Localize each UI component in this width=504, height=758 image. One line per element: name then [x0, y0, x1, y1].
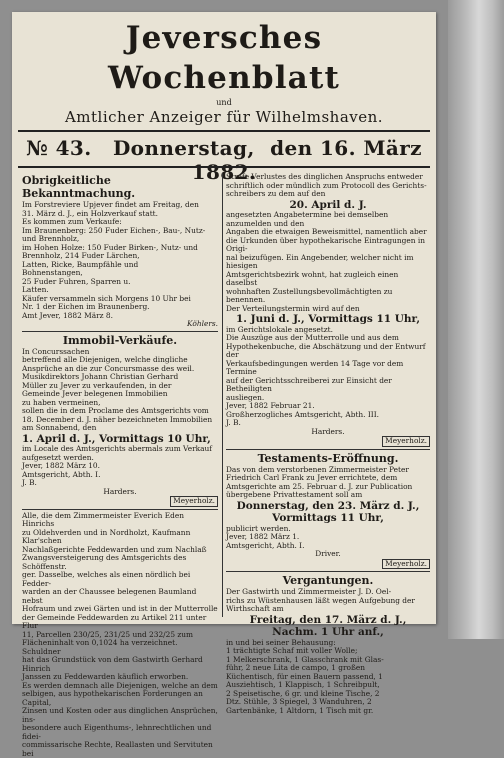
notice-immobil-date: 1. April d. J., Vormittags 10 Uhr, — [22, 433, 218, 446]
notice-proclaim — [22, 512, 218, 758]
text-line: Dtz. Stühle, 3 Spiegel, 3 Wanduhren, 2 — [226, 698, 430, 707]
text-line: Janssen zu Feddewarden käuflich erworben. — [22, 673, 218, 682]
text-line: schreibers zu dem auf den — [226, 190, 430, 199]
masthead-und: und — [12, 98, 436, 107]
text-line: Die Auszüge aus der Mutterrolle und aus dem — [226, 334, 430, 343]
text-line: ger. Dasselbe, welches als einen nördlich bei Fedder- — [22, 571, 218, 588]
notice-immobil — [22, 334, 218, 507]
text-line: Brennholz, 214 Fuder Lärchen, — [22, 252, 218, 261]
text-line: auf der Gerichtsschreiberei zur Einsicht der Betheiligten — [226, 377, 430, 394]
issue-weekday: Donnerstag, — [113, 136, 255, 160]
text-line: warden an der Chaussee belegenen Baumland nebst — [22, 588, 218, 605]
text-line: Latten. — [22, 286, 218, 295]
continuation-date: 20. April d. J. — [226, 199, 430, 212]
text-line: sollen die in dem Proclame des Amtsgerichts vom — [22, 407, 218, 416]
notice-immobil-body — [22, 348, 218, 433]
text-line: richs zu Wüstenhausen läßt wegen Aufgebung der — [226, 597, 430, 606]
text-line: betreffend alle Diejenigen, welche dingliche — [22, 356, 218, 365]
testament-time: Vormittags 11 Uhr, — [226, 512, 430, 525]
notice-sales — [226, 574, 430, 715]
text-line: Großherzogliches Amtsgericht, Abth. III. — [226, 411, 430, 420]
text-line: im Locale des Amtsgerichts abermals zum Verkauf — [22, 445, 218, 454]
text-line: Amtsgericht, Abth. I. — [226, 542, 430, 551]
continuation-signature: Harders. — [226, 428, 430, 437]
text-line: führ, 2 neue Lita de campo, 1 großen — [226, 664, 430, 673]
text-line: selbigen, aus hypothekarischen Forderungen an Capital, — [22, 690, 218, 707]
text-line: Hofraum und zwei Gärten und ist in der Mutterrolle — [22, 605, 218, 614]
text-line: zu Oldehverden und in Nordholzt, Kaufmann Klar'schen — [22, 529, 218, 546]
notice-continuation — [226, 173, 430, 447]
divider — [22, 331, 218, 332]
notice-official-body — [22, 201, 218, 320]
text-line: Amt Jever, 1882 März 8. — [22, 312, 218, 321]
divider — [22, 509, 218, 510]
testament-tag: Meyerholz. — [226, 559, 430, 570]
notice-testament — [226, 452, 430, 570]
text-line: J. B. — [226, 419, 430, 428]
masthead — [12, 18, 436, 127]
text-line: in und bei seiner Behausung: — [226, 639, 430, 648]
sales-body-after — [226, 639, 430, 716]
text-line: Der Gastwirth und Zimmermeister J. D. Oel- — [226, 588, 430, 597]
text-line: 1 trächtigte Schaf mit voller Wolle; — [226, 647, 430, 656]
text-line: hat das Grundstück von dem Gastwirth Gerhard Hinrich — [22, 656, 218, 673]
notice-official-title: Obrigkeitliche Bekanntmachung. — [22, 174, 218, 200]
text-line: Zinsen und Kosten oder aus dinglichen Ansprüchen, ins- — [22, 707, 218, 724]
text-line: Zwangsversteigerung des Amtsgerichts des Schöffenstr. — [22, 554, 218, 571]
text-line: Im Forstreviere Upjever findet am Freitag, den — [22, 201, 218, 210]
text-line: 1 Melkerschrank, 1 Glasschrank mit Glas- — [226, 656, 430, 665]
notice-official — [22, 174, 218, 329]
text-line: Es werden demnach alle Diejenigen, welche an dem — [22, 682, 218, 691]
text-line: Musikdirektors Johann Christian Gerhard — [22, 373, 218, 382]
text-line: publicirt werden. — [226, 525, 430, 534]
sales-body — [226, 588, 430, 614]
text-line: nal beizufügen. Ein Angebender, welcher nicht im hiesigen — [226, 254, 430, 271]
text-line: Jever, 1882 März 10. — [22, 462, 218, 471]
notice-immobil-tag: Meyerholz. — [22, 496, 218, 507]
text-line: Jever, 1882 Februar 21. — [226, 402, 430, 411]
text-line: Strafe Verlustes des dinglichen Anspruchs entweder — [226, 173, 430, 182]
right-column — [226, 173, 430, 613]
text-line: Es kommen zum Verkaufe: — [22, 218, 218, 227]
text-line: 25 Fuder Fuhren, Sparren u. — [22, 278, 218, 287]
column-separator — [222, 173, 223, 617]
testament-signature: Driver. — [226, 550, 430, 559]
testament-date: Donnerstag, den 23. März d. J., — [226, 500, 430, 513]
text-line: Friedrich Carl Frank zu Jever errichtete, dem — [226, 474, 430, 483]
text-line: 31. März d. J., ein Holzverkauf statt. — [22, 210, 218, 219]
text-line: Küchentisch, für einen Bauern passend, 1 — [226, 673, 430, 682]
testament-title: Testaments-Eröffnung. — [226, 452, 430, 465]
divider — [226, 449, 430, 450]
bottom-rule — [18, 166, 430, 168]
text-line: Jever, 1882 März 1. — [226, 533, 430, 542]
text-line: Amtsgerichtsbezirk wohnt, hat zugleich einen daselbst — [226, 271, 430, 288]
text-line: 11, Parcellen 230/25, 231/25 und 232/25 zum — [22, 631, 218, 640]
continuation-intro — [226, 173, 430, 199]
text-line: übergebene Privattestament soll am — [226, 491, 430, 500]
sales-date: Freitag, den 17. März d. J., — [226, 614, 430, 627]
text-line: Der Verteilungstermin wird auf den — [226, 305, 430, 314]
text-line: besondere auch Eigenthums-, lehnrechtlichen und fidei- — [22, 724, 218, 741]
text-line: der Gemeinde Feddewarden zu Artikel 211 unter Flur — [22, 614, 218, 631]
text-line: Im Braunenberg: 250 Fuder Eichen-, Bau-, Nutz- — [22, 227, 218, 236]
text-line: Das von dem verstorbenen Zimmermeister Peter — [226, 466, 430, 475]
continuation-body — [226, 211, 430, 313]
text-line: Nachlaßgerichte Feddewarden und zum Nachlaß — [22, 546, 218, 555]
text-line: schriftlich oder mündlich zum Protocoll des Gerichts- — [226, 182, 430, 191]
testament-body — [226, 466, 430, 500]
text-line: Wirthschaft am — [226, 605, 430, 614]
issue-date: den 16. März 1882. — [192, 136, 422, 184]
text-line: Bohnenstangen, — [22, 269, 218, 278]
sales-title: Vergantungen. — [226, 574, 430, 587]
text-line: Amtsgericht, Abth. I. — [22, 471, 218, 480]
text-line: am Sonnabend, den — [22, 424, 218, 433]
text-line: Gemeinde Jever belegenen Immobilien — [22, 390, 218, 399]
notice-immobil-body-after — [22, 445, 218, 488]
newspaper-page — [12, 12, 436, 624]
testament-body-after — [226, 525, 430, 551]
text-line: Angaben die etwaigen Beweismittel, namentlich aber — [226, 228, 430, 237]
text-line: Hypothekenbuche, die Abschätzung und der Entwurf der — [226, 343, 430, 360]
sales-time: Nachm. 1 Uhr anf., — [226, 626, 430, 639]
masthead-subtitle: Amtlicher Anzeiger für Wilhelmshaven. — [12, 107, 436, 127]
top-rule — [18, 130, 430, 132]
text-line: Verkaufsbedingungen werden 14 Tage vor dem Termine — [226, 360, 430, 377]
text-line: ausliegen. — [226, 394, 430, 403]
text-line: commissarische Rechte, Reallasten und Servituten bei — [22, 741, 218, 758]
notice-immobil-signature: Harders. — [22, 488, 218, 497]
continuation-tag: Meyerholz. — [226, 436, 430, 447]
text-line: im Hohen Holze: 150 Fuder Birken-, Nutz- und — [22, 244, 218, 253]
text-line: Gartenbänke, 1 Altdorn, 1 Tisch mit gr. — [226, 707, 430, 716]
masthead-title: Jeversches Wochenblatt — [12, 18, 436, 98]
book-binding — [448, 0, 504, 639]
text-line: J. B. — [22, 479, 218, 488]
text-line: im Gerichtslokale angesetzt. — [226, 326, 430, 335]
left-column — [22, 173, 218, 613]
text-line: Ausziehtisch, 1 Klappisch, 1 Schreibpult, — [226, 681, 430, 690]
text-line: In Concurssachen — [22, 348, 218, 357]
text-line: Müller zu Jever zu verkaufenden, in der — [22, 382, 218, 391]
text-line: Ansprüche an die zur Concursmasse des weil. — [22, 365, 218, 374]
text-line: Alle, die dem Zimmermeister Everich Eden Hinrichs — [22, 512, 218, 529]
text-line: Amtsgerichte am 25. Februar d. J. zur Publication — [226, 483, 430, 492]
text-line: 2 Speisetische, 6 gr. und kleine Tische, 2 — [226, 690, 430, 699]
text-line: Nr. 1 der Eichen im Braunenberg. — [22, 303, 218, 312]
text-line: Käufer versammeln sich Morgens 10 Uhr bei — [22, 295, 218, 304]
text-line: und Brennholz, — [22, 235, 218, 244]
text-line: angesetzten Angabetermine bei demselben anzumelden und den — [226, 211, 430, 228]
text-line: aufgesetzt werden. — [22, 454, 218, 463]
notice-official-signature: Köhlers. — [22, 320, 218, 329]
issue-number: № 43. — [26, 136, 92, 160]
text-line: 18. December d. J. näher bezeichneten Immobilien — [22, 416, 218, 425]
text-line: zu haben vermeinen, — [22, 399, 218, 408]
text-line: die Urkunden über hypothekarische Eintragungen in Origi- — [226, 237, 430, 254]
text-line: Flächeninhalt von 0,1024 ha verzeichnet. Schuldner — [22, 639, 218, 656]
continuation-body-2 — [226, 326, 430, 428]
text-line: Latten, Ricke, Baumpfähle und — [22, 261, 218, 270]
text-line: wohnhaften Zustellungsbevollmächtigten zu benennen. — [226, 288, 430, 305]
notice-immobil-title: Immobil-Verkäufe. — [22, 334, 218, 347]
divider — [226, 571, 430, 572]
continuation-date-2: 1. Juni d. J., Vormittags 11 Uhr, — [226, 313, 430, 326]
